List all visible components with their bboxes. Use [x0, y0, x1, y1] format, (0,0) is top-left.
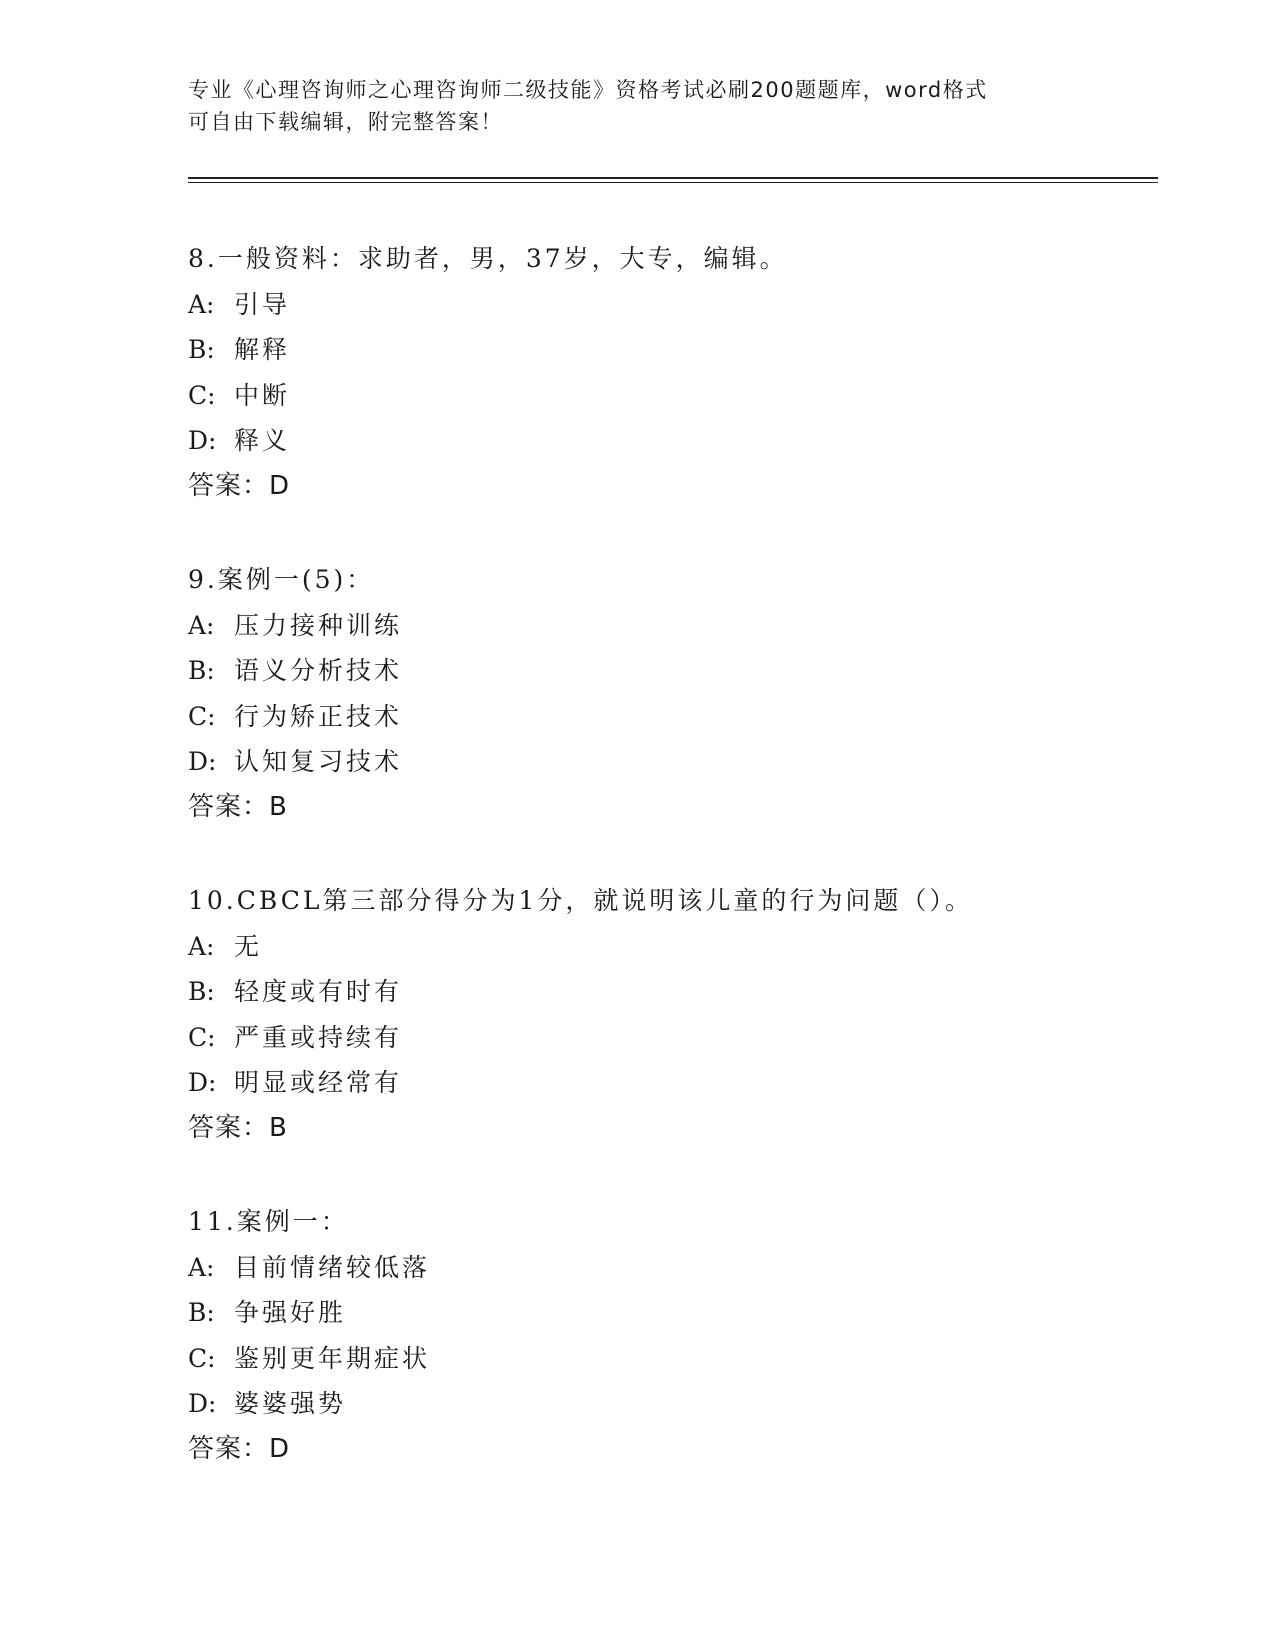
option-letter: C:	[188, 1343, 216, 1373]
option-letter: D:	[188, 1068, 217, 1097]
option-letter: B:	[188, 335, 215, 364]
option-d	[188, 418, 1148, 464]
question-list	[188, 236, 1148, 1520]
option-text: 目前情绪较低落	[234, 1252, 431, 1282]
option-letter: C:	[188, 701, 216, 731]
question-10	[188, 878, 1148, 1151]
option-b	[188, 969, 1148, 1015]
option-c	[188, 1015, 1148, 1061]
option-letter: D:	[188, 747, 217, 776]
option-letter: A:	[188, 1252, 215, 1282]
header-rule-thin	[188, 182, 1158, 183]
answer-line: 答案：B	[188, 791, 288, 822]
option-letter: C:	[188, 380, 216, 410]
document-header	[188, 74, 1068, 138]
option-text: 争强好胜	[234, 1298, 347, 1327]
option-text: 解释	[234, 335, 291, 364]
option-text: 语义分析技术	[234, 656, 403, 685]
option-letter: D:	[188, 426, 217, 455]
option-a	[188, 1245, 1148, 1291]
option-letter: B:	[188, 977, 215, 1006]
question-11	[188, 1199, 1148, 1472]
answer-line: 答案：B	[188, 1112, 288, 1143]
option-d	[188, 1060, 1148, 1106]
header-line-1: 专业《心理咨询师之心理咨询师二级技能》资格考试必刷200题题库，word格式	[188, 78, 988, 102]
option-text: 轻度或有时有	[234, 977, 403, 1006]
question-stem: 9.案例一(5)：	[188, 565, 375, 594]
option-letter: B:	[188, 1298, 215, 1327]
question-stem: 8.一般资料：求助者，男，37岁，大专，编辑。	[188, 244, 788, 273]
option-text: 压力接种训练	[234, 610, 403, 640]
option-d	[188, 739, 1148, 785]
option-letter: A:	[188, 610, 215, 640]
option-letter: C:	[188, 1022, 216, 1052]
option-text: 中断	[234, 380, 291, 410]
header-rule-thick	[188, 177, 1158, 179]
option-text: 认知复习技术	[234, 747, 403, 776]
option-text: 引导	[234, 289, 291, 319]
option-a	[188, 603, 1148, 649]
option-c	[188, 694, 1148, 740]
question-stem: 10.CBCL第三部分得分为1分，就说明该儿童的行为问题（）。	[188, 886, 973, 915]
question-8	[188, 236, 1148, 509]
option-text: 鉴别更年期症状	[234, 1343, 431, 1373]
option-b	[188, 327, 1148, 373]
question-stem: 11.案例一：	[188, 1207, 349, 1236]
question-9	[188, 557, 1148, 830]
option-b	[188, 1290, 1148, 1336]
option-text: 婆婆强势	[234, 1389, 347, 1418]
option-letter: B:	[188, 656, 215, 685]
option-text: 无	[234, 931, 263, 961]
option-a	[188, 282, 1148, 328]
option-text: 严重或持续有	[234, 1022, 403, 1052]
answer-line: 答案：D	[188, 470, 291, 501]
option-letter: A:	[188, 931, 215, 961]
option-d	[188, 1381, 1148, 1427]
option-a	[188, 924, 1148, 970]
answer-line: 答案：D	[188, 1433, 291, 1464]
option-c	[188, 1336, 1148, 1382]
option-text: 明显或经常有	[234, 1068, 403, 1097]
option-c	[188, 373, 1148, 419]
header-line-2: 可自由下载编辑，附完整答案！	[188, 110, 503, 134]
option-letter: A:	[188, 289, 215, 319]
option-b	[188, 648, 1148, 694]
option-text: 释义	[234, 426, 291, 455]
option-text: 行为矫正技术	[234, 701, 403, 731]
option-letter: D:	[188, 1389, 217, 1418]
